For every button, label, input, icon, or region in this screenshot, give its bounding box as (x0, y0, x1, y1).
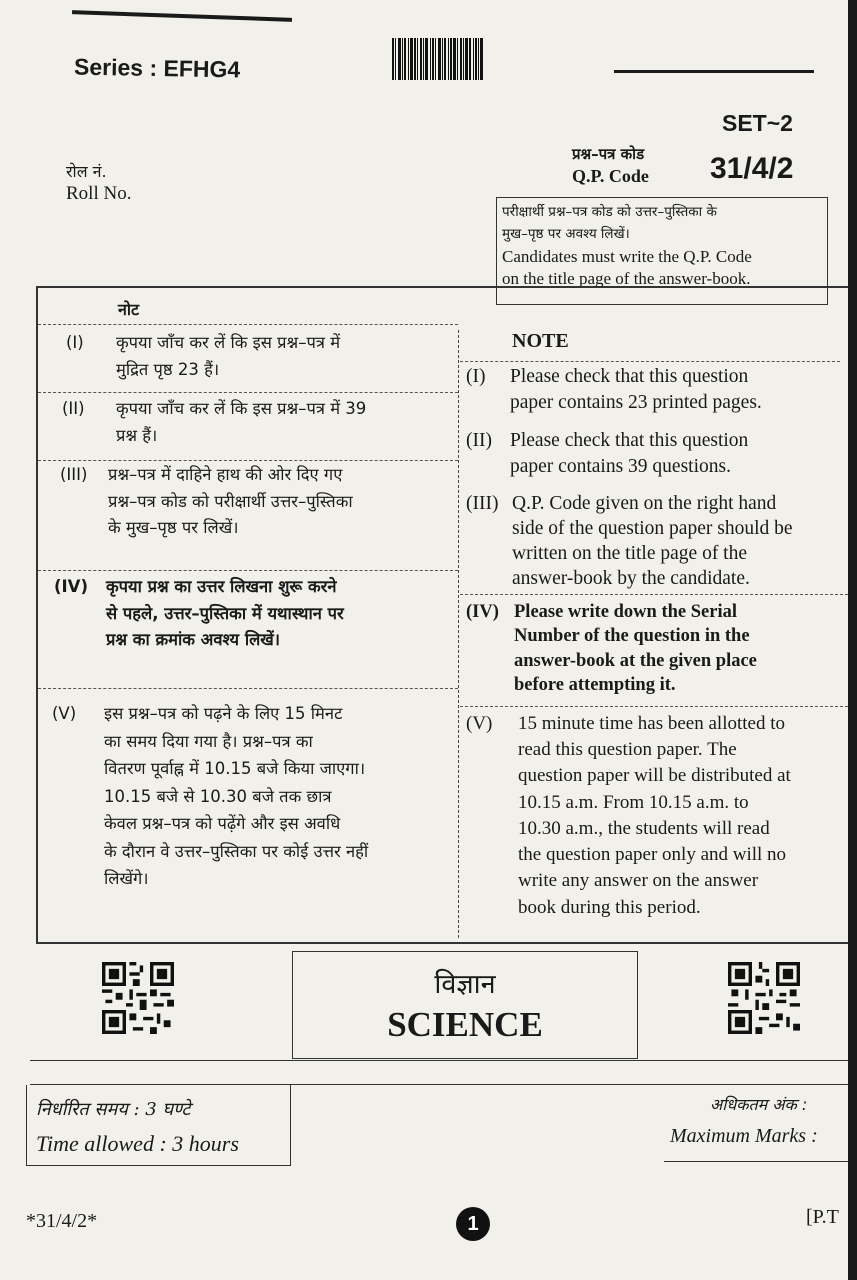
row-separator (38, 324, 458, 325)
item-line: के मुख–पृष्ठ पर लिखें। (108, 518, 239, 538)
item-number: (IV) (54, 577, 88, 596)
note-item-english (466, 711, 848, 921)
item-line: 10.15 a.m. From 10.15 a.m. to (518, 791, 749, 813)
item-line: इस प्रश्न–पत्र को पढ़ने के लिए 15 मिनट (104, 704, 343, 723)
item-line: Please check that this question (510, 366, 749, 387)
note-item-hindi (62, 396, 456, 449)
time-allowed: Time allowed : 3 hours (36, 1131, 239, 1156)
item-number: (III) (466, 493, 499, 514)
note-item-hindi (52, 700, 456, 893)
item-line: लिखेंगे। (104, 869, 149, 889)
time-allowed-hindi: निर्धारित समय : 3 घण्टे (36, 1099, 191, 1120)
please-turn-over: [P.T (806, 1206, 839, 1228)
item-line: के दौरान वे उत्तर–पुस्तिका पर कोई उत्तर नहीं (104, 841, 369, 861)
item-line: का समय दिया गया है। प्रश्न–पत्र का (104, 731, 313, 751)
item-line: Please check that this question (510, 430, 749, 451)
item-line: प्रश्न का क्रमांक अवश्य लिखें। (106, 630, 281, 650)
item-line: Please write down the Serial (514, 602, 737, 622)
item-line: answer-book at the given place (514, 650, 757, 671)
divider (30, 1060, 848, 1061)
item-line: वितरण पूर्वाह्न में 10.15 बजे किया जाएगा। (104, 759, 366, 779)
item-number: (V) (52, 704, 77, 723)
candidate-note-english-line: Candidates must write the Q.P. Code (502, 246, 752, 266)
item-line: write any answer on the answer (518, 870, 759, 892)
item-line: Q.P. Code given on the right hand (512, 493, 777, 514)
item-line: से पहले, उत्तर–पुस्तिका में यथास्थान पर (106, 603, 344, 623)
note-item-english (466, 491, 844, 592)
divider (664, 1161, 848, 1162)
footer-code: *31/4/2* (26, 1210, 98, 1232)
item-line: answer-book by the candidate. (512, 568, 750, 590)
item-line: book during this period. (518, 896, 701, 918)
qr-code (728, 962, 800, 1034)
subject-title-hindi: विज्ञान (434, 969, 496, 1000)
item-line: 15 minute time has been allotted to (518, 713, 785, 734)
item-line: Number of the question in the (514, 626, 750, 647)
qr-code (102, 962, 174, 1034)
row-separator (460, 706, 848, 707)
item-line: 10.30 a.m., the students will read (518, 817, 770, 839)
row-separator (38, 460, 458, 461)
note-item-hindi (60, 462, 456, 542)
qp-code-label: Q.P. Code (572, 166, 649, 186)
row-separator (38, 688, 458, 689)
item-line: केवल प्रश्न–पत्र को पढ़ेंगे और इस अवधि (104, 814, 341, 834)
candidate-note-english-line: on the title page of the answer-book. (502, 269, 751, 289)
decorative-line (72, 10, 292, 22)
item-line: कृपया जाँच कर लें कि इस प्रश्न–पत्र में 39 (116, 399, 367, 418)
item-line: paper contains 39 questions. (510, 455, 731, 477)
item-line: कृपया प्रश्न का उत्तर लिखना शुरू करने (106, 577, 337, 596)
note-item-english (466, 600, 846, 698)
decorative-line (614, 70, 814, 73)
item-number: (I) (66, 333, 84, 352)
maximum-marks: Maximum Marks : (670, 1125, 818, 1147)
item-number: (I) (466, 366, 486, 387)
subject-title: SCIENCE (387, 1005, 543, 1044)
item-number: (IV) (466, 602, 499, 622)
item-number: (III) (60, 465, 88, 484)
item-line: कृपया जाँच कर लें कि इस प्रश्न–पत्र में (116, 333, 341, 352)
item-line: question paper will be distributed at (518, 765, 791, 787)
page-number: 1 (456, 1207, 490, 1241)
row-separator (38, 570, 458, 571)
item-line: side of the question paper should be (512, 518, 793, 540)
row-separator (460, 361, 840, 362)
item-number: (V) (466, 713, 493, 734)
note-item-hindi (66, 330, 456, 383)
item-number: (II) (466, 430, 492, 451)
item-line: written on the title page of the (512, 543, 748, 565)
note-item-english (466, 428, 840, 480)
item-line: प्रश्न–पत्र कोड को परीक्षार्थी उत्तर–पुस्तिका (108, 491, 353, 511)
item-number: (II) (62, 399, 85, 418)
qp-code-label-hindi: प्रश्न–पत्र कोड (572, 145, 645, 163)
series-label: Series : EFHG4 (73, 53, 241, 83)
note-item-english (466, 364, 836, 416)
row-separator (460, 594, 848, 595)
item-line: read this question paper. The (518, 739, 737, 761)
item-line: the question paper only and will no (518, 844, 787, 866)
candidate-note-hindi-line: परीक्षार्थी प्रश्न–पत्र कोड को उत्तर–पुस्तिका के (502, 204, 717, 220)
qp-code-value: 31/4/2 (710, 152, 794, 185)
note-item-hindi (54, 574, 456, 654)
note-column-divider (458, 330, 459, 938)
note-title-hindi: नोट (118, 300, 140, 319)
item-line: 10.15 बजे से 10.30 बजे तक छात्र (104, 786, 332, 806)
barcode (392, 38, 522, 80)
row-separator (38, 392, 458, 393)
subject-box (292, 951, 638, 1059)
candidate-note-hindi-line: मुख–पृष्ठ पर अवश्य लिखें। (502, 226, 630, 243)
roll-no-label: Roll No. (66, 183, 132, 204)
item-line: paper contains 23 printed pages. (510, 391, 762, 413)
item-line: मुद्रित पृष्ठ 23 हैं। (116, 359, 220, 379)
maximum-marks-hindi: अधिकतम अंक : (710, 1095, 808, 1114)
item-line: before attempting it. (514, 675, 676, 696)
item-line: प्रश्न–पत्र में दाहिने हाथ की ओर दिए गए (108, 465, 343, 484)
item-line: प्रश्न हैं। (116, 425, 158, 445)
note-title-english: NOTE (512, 330, 569, 352)
set-label: SET~2 (722, 110, 793, 136)
roll-no-label-hindi: रोल नं. (66, 162, 107, 181)
